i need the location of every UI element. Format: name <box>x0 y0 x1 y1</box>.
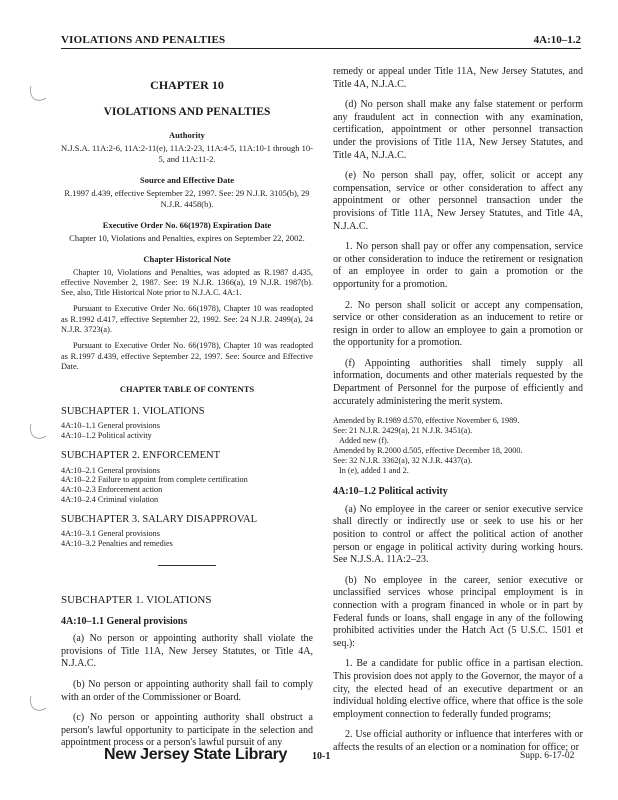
rule-paragraph: (d) No person shall make any false statement or perform any fraudulent act in connection with any examination, certification, appointment or other personnel transaction under the provisions of Title 11A, New Jersey Statutes, and Title 4A, N.J.A.C. <box>333 99 583 161</box>
history-line: See: 32 N.J.R. 3362(a), 32 N.J.R. 4437(a). <box>333 456 473 466</box>
toc-item: 4A:10–3.1 General provisions <box>61 529 160 539</box>
rule-item: 1. No person shall pay or offer any compensation, service or other consideration to induce the retirement or resignation of an employee in order to gain a promotion or the opportunity for a promotion. <box>333 241 583 290</box>
chapter-title: VIOLATIONS AND PENALTIES <box>103 106 271 119</box>
right-column <box>333 66 583 763</box>
authority-text: N.J.S.A. 11A:2-6, 11A:2-11(e), 11A:2-23, 11A:4-5, 11A:10-1 through 10-5, and 11A:11-2. <box>61 143 313 164</box>
library-watermark: New Jersey State Library <box>104 746 288 763</box>
rule-paragraph: (e) No person shall pay, offer, solicit or accept any compensation, service or other consideration to affect any appointment or other personnel transaction under the provisions of Title 11A, New Jersey Statutes, and Title 4A, N.J.A.C. <box>333 170 583 232</box>
history-line: Amended by R.2000 d.505, effective December 18, 2000. <box>333 446 523 456</box>
rule-paragraph: (b) No employee in the career, senior executive or unclassified services whose principal employment is in connection with a program financed in whole or in part by Federal funds or loans, shall engage in any of the following prohibited activities under the Hatch Act (5 U.S.C. 1501 et seq.): <box>333 574 583 649</box>
page-number: 10-1 <box>312 751 331 762</box>
executive-order-text: Chapter 10, Violations and Penalties, expires on September 22, 2002. <box>69 233 305 244</box>
rule-paragraph: (b) No person or appointing authority shall fail to comply with an order of the Commissioner or Board. <box>61 679 313 703</box>
historical-note-paragraph: Pursuant to Executive Order No. 66(1978), Chapter 10 was readopted as R.1997 d.439, effective September 22, 1997. See: Source and Effective Date. <box>61 341 313 371</box>
toc-item: 4A:10–2.3 Enforcement action <box>61 484 163 494</box>
toc-item: 4A:10–3.2 Penalties and remedies <box>61 539 173 549</box>
toc-item: 4A:10–2.1 General provisions <box>61 465 160 475</box>
chapter-number: CHAPTER 10 <box>150 78 224 92</box>
amendment-history <box>333 416 583 476</box>
toc-item: 4A:10–2.4 Criminal violation <box>61 494 159 504</box>
rule-item: 2. No person shall solicit or accept any compensation, service or other consideration as an inducement to retire or resign in order to allow an employee to gain a promotion or the opportunity for a promotion. <box>333 299 583 349</box>
section-number: 4A:10–1.2 <box>533 34 581 46</box>
section-heading: 4A:10–1.2 Political activity <box>333 486 448 498</box>
history-line: Added new (f). <box>339 436 389 446</box>
toc-heading: CHAPTER TABLE OF CONTENTS <box>119 384 255 395</box>
section-heading: 4A:10–1.1 General provisions <box>61 615 188 627</box>
subchapter-title: SUBCHAPTER 1. VIOLATIONS <box>61 593 212 606</box>
toc-subchapter: SUBCHAPTER 3. SALARY DISAPPROVAL <box>61 514 258 526</box>
toc-item: 4A:10–1.1 General provisions <box>61 420 160 430</box>
supplement-date: Supp. 6-17-02 <box>520 751 575 761</box>
toc-item: 4A:10–1.2 Political activity <box>61 430 152 440</box>
executive-order-heading: Executive Order No. 66(1978) Expiration Date <box>102 219 272 230</box>
rule-paragraph: (a) No employee in the career or senior executive service shall directly or indirectly use or seek to use his or her position to control or affect the political action of another person or engage in political activity during working hours. See N.J.S.A. 11A:2–23. <box>333 503 583 566</box>
running-title: VIOLATIONS AND PENALTIES <box>61 34 226 46</box>
rule-item: 2. Use official authority or influence that interferes with or affects the results of an election or a nomination for office; or <box>333 729 583 753</box>
margin-mark-icon <box>28 420 52 442</box>
rule-item: 1. Be a candidate for public office in a partisan election. This provision does not apply to the Governor, the mayor of a city, the elected head of an executive department or an individual holding elective office, where that office is the sole employment connection to federally funded programs; <box>333 658 583 720</box>
source-text: R.1997 d.439, effective September 22, 1997. See: 29 N.J.R. 3105(b), 29 N.J.R. 4458(b). <box>64 188 310 209</box>
rule-paragraph: (a) No person or appointing authority shall violate the provisions of Title 11A, New Jersey Statutes, or Title 4A, N.J.A.C. <box>61 633 313 670</box>
history-line: Amended by R.1989 d.570, effective November 6, 1989. <box>333 416 520 426</box>
toc-subchapter: SUBCHAPTER 2. ENFORCEMENT <box>61 450 220 462</box>
authority-heading: Authority <box>169 129 205 140</box>
history-line: See: 21 N.J.R. 2429(a), 21 N.J.R. 3451(a). <box>333 426 473 436</box>
margin-mark-icon <box>28 692 52 714</box>
continued-paragraph: remedy or appeal under Title 11A, New Jersey Statutes, and Title 4A, N.J.A.C. <box>333 66 583 90</box>
toc-subchapter: SUBCHAPTER 1. VIOLATIONS <box>61 405 205 417</box>
history-line: In (e), added 1 and 2. <box>339 466 409 476</box>
toc-item: 4A:10–2.2 Failure to appoint from complete certification <box>61 475 248 485</box>
margin-mark-icon <box>28 82 52 104</box>
historical-note-heading: Chapter Historical Note <box>143 253 231 264</box>
source-heading: Source and Effective Date <box>139 174 235 185</box>
divider <box>158 565 216 566</box>
page-header <box>61 34 581 49</box>
historical-note-paragraph: Chapter 10, Violations and Penalties, was adopted as R.1987 d.435, effective November 2, 1987. See: 19 N.J.R. 1366(a), 19 N.J.R. 1987(b). See, also, Title Historical Note prior to N.J.A.C. 4A:1. <box>61 267 313 298</box>
left-column <box>61 66 313 758</box>
rule-paragraph: (f) Appointing authorities shall timely supply all information, documents and other materials requested by the Department of Personnel for the purpose of efficiently and accurately administering the merit system. <box>333 357 583 407</box>
rule-paragraph: (c) No person or appointing authority shall obstruct a person's lawful opportunity to participate in the selection and appointment process or a person's lawful pursuit of any <box>61 712 313 749</box>
historical-note-paragraph: Pursuant to Executive Order No. 66(1978), Chapter 10 was readopted as R.1992 d.417, effective September 22, 1992. See: 24 N.J.R. 2499(a), 24 N.J.R. 3723(a). <box>61 304 313 334</box>
